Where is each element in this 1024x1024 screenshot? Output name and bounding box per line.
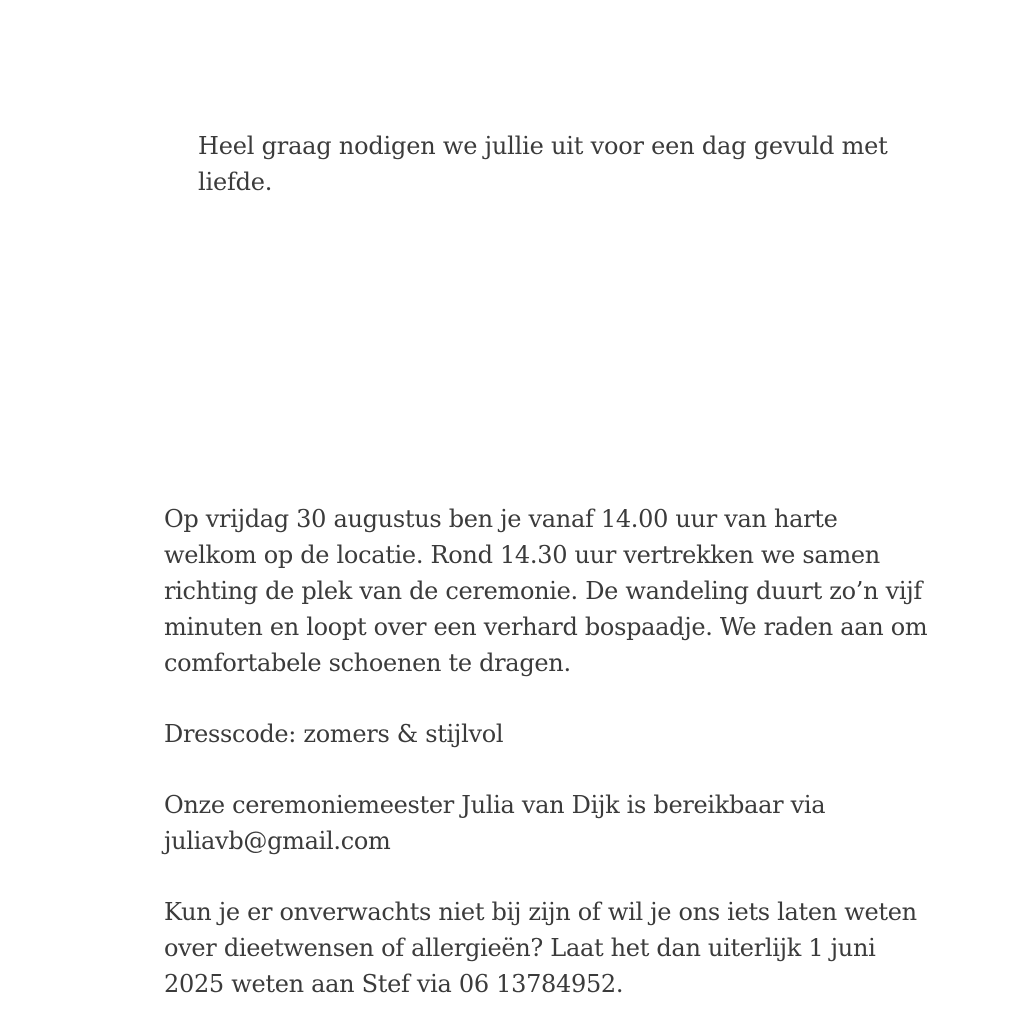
schedule-paragraph: Op vrijdag 30 augustus ben je vanaf 14.00 uur van harte welkom op de locatie. Rond 14.30 uur vertrekken we samen richting de plek van de ceremonie. De wandeling duurt zo’n vijf minuten en loopt over een verhard bospaadje. We raden aan om comfortabele schoenen te dragen. (164, 505, 928, 677)
details-section (164, 501, 934, 1002)
rsvp-paragraph: Kun je er onverwachts niet bij zijn of wil je ons iets laten weten over dieetwensen of allergieën? Laat het dan uiterlijk 1 juni 2025 weten aan Stef via 06 13784952. (164, 898, 917, 998)
dresscode-paragraph: Dresscode: zomers & stijlvol (164, 720, 504, 748)
intro-text: Heel graag nodigen we jullie uit voor een dag gevuld met liefde. (198, 132, 888, 196)
ceremony-master-paragraph: Onze ceremoniemeester Julia van Dijk is bereikbaar via juliavb@gmail.com (164, 791, 826, 855)
